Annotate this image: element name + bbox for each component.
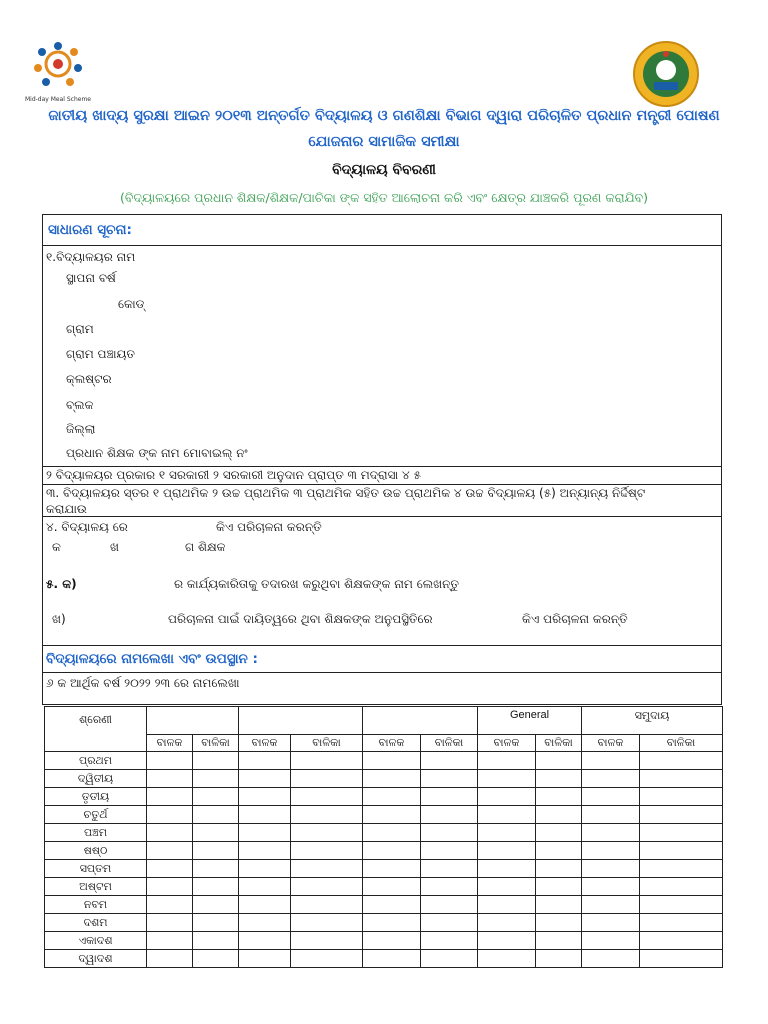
enrollment-input-cell[interactable] [147,878,193,896]
government-emblem [632,40,700,108]
enrollment-input-cell[interactable] [640,950,723,968]
enrollment-input-cell[interactable] [193,842,239,860]
girl-header: ବାଳିକା [193,735,239,752]
enrollment-input-cell[interactable] [239,914,291,932]
enrollment-input-cell[interactable] [291,860,363,878]
enrollment-input-cell[interactable] [536,842,582,860]
enrollment-input-cell[interactable] [291,914,363,932]
boy-header: ବାଳକ [363,735,421,752]
table-row [45,932,723,950]
enrollment-input-cell[interactable] [478,842,536,860]
enrollment-input-cell[interactable] [536,752,582,770]
enrollment-input-cell[interactable] [478,896,536,914]
enrollment-input-cell[interactable] [363,860,421,878]
enrollment-input-cell[interactable] [363,914,421,932]
enrollment-input-cell[interactable] [640,932,723,950]
enrollment-input-cell[interactable] [421,770,478,788]
class-name-cell: ଦ୍ୱିତୀୟ [45,770,147,788]
enrollment-input-cell[interactable] [640,914,723,932]
emblem-seal-icon [632,40,700,108]
enrollment-input-cell[interactable] [291,896,363,914]
divider [42,516,722,517]
table-row [45,824,723,842]
enrollment-input-cell[interactable] [147,824,193,842]
enrollment-input-cell[interactable] [478,752,536,770]
enrollment-input-cell[interactable] [421,752,478,770]
enrollment-input-cell[interactable] [291,824,363,842]
enrollment-input-cell[interactable] [239,842,291,860]
q5a-text: ର କାର୍ଯ୍ୟକାରିତାକୁ ତଦାରଖ କରୁଥିବା ଶିକ୍ଷକଙ୍କ ନାମ ଲେଖନ୍ତୁ [174,577,459,591]
girl-header: ବାଳିକା [291,735,363,752]
enrollment-input-cell[interactable] [193,896,239,914]
divider [42,645,722,646]
enrollment-input-cell[interactable] [147,806,193,824]
table-row [45,878,723,896]
logo-caption: Mid-day Meal Scheme [24,96,92,103]
enrollment-input-cell[interactable] [291,806,363,824]
enrollment-input-cell[interactable] [582,752,640,770]
gram-panchayat-label: ଗ୍ରାମ ପଞ୍ଚାୟତ [66,347,135,361]
enrollment-input-cell[interactable] [239,878,291,896]
enrollment-input-cell[interactable] [582,932,640,950]
enrollment-input-cell[interactable] [536,932,582,950]
table-row [45,770,723,788]
enrollment-input-cell[interactable] [582,806,640,824]
enrollment-input-cell[interactable] [363,824,421,842]
title-line-1: ଜାତୀୟ ଖାଦ୍ୟ ସୁରକ୍ଷା ଆଇନ ୨୦୧୩ ଅନ୍ତର୍ଗତ ବିଦ୍ୟାଳୟ ଓ ଗଣଶିକ୍ଷା ବିଭାଗ ଦ୍ୱାରା ପରିଚାଳିତ ପ୍ରଧାନ ମନ୍ତ୍ରୀ ପୋଷଣ [48,108,720,124]
class-name-cell: ନବମ [45,896,147,914]
children-circle-icon [18,38,98,90]
block-label: ବ୍ଲକ [66,398,94,412]
q4-who-manages: କିଏ ପରିଚାଳନା କରନ୍ତି [216,520,322,534]
general-info-heading: ସାଧାରଣ ସୂଚନା: [48,222,132,238]
enrollment-input-cell[interactable] [291,752,363,770]
enrollment-input-cell[interactable] [421,896,478,914]
enrollment-input-cell[interactable] [291,788,363,806]
class-name-cell: ସପ୍ତମ [45,860,147,878]
divider [42,672,722,673]
enrollment-input-cell[interactable] [582,896,640,914]
enrollment-input-cell[interactable] [582,842,640,860]
enrollment-input-cell[interactable] [291,842,363,860]
enrollment-input-cell[interactable] [421,932,478,950]
table-subheader-row [45,735,723,752]
enrollment-input-cell[interactable] [363,752,421,770]
enrollment-input-cell[interactable] [363,950,421,968]
enrollment-input-cell[interactable] [147,932,193,950]
enrollment-input-cell[interactable] [363,842,421,860]
enrollment-input-cell[interactable] [478,806,536,824]
enrollment-input-cell[interactable] [147,770,193,788]
enrollment-input-cell[interactable] [239,752,291,770]
class-header: ଶ୍ରେଣୀ [45,707,147,752]
enrollment-input-cell[interactable] [582,788,640,806]
enrollment-input-cell[interactable] [421,788,478,806]
class-name-cell: ତୃତୀୟ [45,788,147,806]
enrollment-input-cell[interactable] [536,770,582,788]
class-rows [45,752,723,968]
enrollment-input-cell[interactable] [193,752,239,770]
class-name-cell: ପଞ୍ଚମ [45,824,147,842]
enrollment-input-cell[interactable] [640,896,723,914]
enrollment-table [44,706,723,968]
enrollment-input-cell[interactable] [363,770,421,788]
enrollment-input-cell[interactable] [239,860,291,878]
enrollment-input-cell[interactable] [421,914,478,932]
enrollment-input-cell[interactable] [239,896,291,914]
enrollment-question: ୬ କ ଆର୍ଥିକ ବର୍ଷ ୨୦୨୨ ୨୩ ରେ ନାମଲେଖା [46,676,240,690]
enrollment-input-cell[interactable] [536,788,582,806]
enrollment-input-cell[interactable] [536,860,582,878]
enrollment-input-cell[interactable] [147,752,193,770]
enrollment-input-cell[interactable] [536,824,582,842]
class-name-cell: ଦ୍ୱାଦଶ [45,950,147,968]
enrollment-input-cell[interactable] [478,932,536,950]
class-name-cell: ଦଶମ [45,914,147,932]
enrollment-input-cell[interactable] [239,932,291,950]
table-row [45,806,723,824]
enrollment-input-cell[interactable] [421,806,478,824]
instruction-subtitle: (ବିଦ୍ୟାଳୟରେ ପ୍ରଧାନ ଶିକ୍ଷକ/ଶିକ୍ଷକ/ପାଚିକା ଙ୍କ ସହିତ ଆଲୋଚନା କରି ଏବଂ କ୍ଷେତ୍ର ଯାଞ୍ଚକରି ପୂରଣ କରାଯିବ) [119,190,649,205]
group-header-2 [239,707,363,735]
enrollment-input-cell[interactable] [363,788,421,806]
enrollment-input-cell[interactable] [193,788,239,806]
class-name-cell: ପ୍ରଥମ [45,752,147,770]
enrollment-input-cell[interactable] [640,788,723,806]
enrollment-input-cell[interactable] [193,824,239,842]
class-name-cell: ଅଷ୍ଟମ [45,878,147,896]
enrollment-input-cell[interactable] [582,914,640,932]
school-details-title: ବିଦ୍ୟାଳୟ ବିବରଣୀ [332,162,436,178]
class-name-cell: ଷଷ୍ଠ [45,842,147,860]
enrollment-input-cell[interactable] [147,914,193,932]
group-header-total: ସମୁଦାୟ [582,707,723,735]
girl-header: ବାଳିକା [640,735,723,752]
group-header-general: General [478,707,582,735]
cluster-label: କ୍ଲଷ୍ଟର [66,372,112,386]
school-name-label: ୧.ବିଦ୍ୟାଳୟର ନାମ [46,250,136,264]
boy-header: ବାଳକ [147,735,193,752]
divider [42,245,722,246]
table-row [45,752,723,770]
table-row [45,950,723,968]
table-row [45,788,723,806]
enrollment-input-cell[interactable] [421,842,478,860]
boy-header: ବାଳକ [239,735,291,752]
enrollment-input-cell[interactable] [478,860,536,878]
table-row [45,842,723,860]
enrollment-input-cell[interactable] [239,824,291,842]
enrollment-input-cell[interactable] [478,824,536,842]
enrollment-input-cell[interactable] [478,950,536,968]
enrollment-input-cell[interactable] [193,770,239,788]
establishment-year-label: ସ୍ଥାପନା ବର୍ଷ [66,271,116,285]
enrollment-input-cell[interactable] [582,878,640,896]
enrollment-input-cell[interactable] [147,842,193,860]
q4-label: ୪. ବିଦ୍ୟାଳୟ ରେ [46,520,128,534]
enrollment-input-cell[interactable] [478,914,536,932]
enrollment-input-cell[interactable] [147,950,193,968]
q5b-who-manages: କିଏ ପରିଚାଳନା କରନ୍ତି [522,612,628,626]
enrollment-input-cell[interactable] [291,950,363,968]
enrollment-input-cell[interactable] [640,770,723,788]
enrollment-input-cell[interactable] [421,878,478,896]
enrollment-input-cell[interactable] [363,878,421,896]
enrollment-input-cell[interactable] [193,950,239,968]
q4-option-ka: କ [52,540,61,554]
enrollment-input-cell[interactable] [363,806,421,824]
enrollment-input-cell[interactable] [193,932,239,950]
q4-option-kha: ଖ [110,540,119,554]
enrollment-input-cell[interactable] [640,842,723,860]
girl-header: ବାଳିକା [421,735,478,752]
enrollment-input-cell[interactable] [421,950,478,968]
divider [42,466,722,467]
boy-header: ବାଳକ [582,735,640,752]
enrollment-input-cell[interactable] [193,806,239,824]
enrollment-input-cell[interactable] [536,896,582,914]
enrollment-input-cell[interactable] [363,932,421,950]
enrollment-input-cell[interactable] [239,770,291,788]
enrollment-input-cell[interactable] [147,860,193,878]
enrollment-input-cell[interactable] [582,770,640,788]
q5b-text: ପରିଚାଳନା ପାଇଁ ଦାୟିତ୍ୱରେ ଥିବା ଶିକ୍ଷକଙ୍କ ଅନୁପସ୍ଥିତିରେ [168,612,433,626]
enrollment-input-cell[interactable] [536,950,582,968]
enrollment-input-cell[interactable] [536,914,582,932]
table-row [45,914,723,932]
mid-day-meal-logo [18,38,98,108]
enrollment-input-cell[interactable] [582,950,640,968]
enrollment-input-cell[interactable] [640,860,723,878]
enrollment-input-cell[interactable] [193,878,239,896]
title-line-2: ଯୋଜନାର ସାମାଜିକ ସମୀକ୍ଷା [308,134,460,150]
enrollment-input-cell[interactable] [640,752,723,770]
divider [42,484,722,485]
q5a-label: ୫. କ) [46,577,77,591]
enrollment-input-cell[interactable] [640,878,723,896]
q4-option-ga: ଗ ଶିକ୍ଷକ [185,540,226,554]
enrollment-input-cell[interactable] [582,824,640,842]
school-level-question: ୩. ବିଦ୍ୟାଳୟର ସ୍ତର ୧ ପ୍ରାଥମିକ ୨ ଉଚ୍ଚ ପ୍ରାଥମିକ ୩ ପ୍ରାଥମିକ ସହିତ ଉଚ୍ଚ ପ୍ରାଥମିକ ୪ ଉଚ୍ଚ ବିଦ୍ୟାଳୟ (୫) ଅନ୍ୟାନ୍ୟ ନିର୍ଦ୍ଦିଷ୍ଟ [46,486,646,500]
enrollment-input-cell[interactable] [147,896,193,914]
enrollment-input-cell[interactable] [147,788,193,806]
boy-header: ବାଳକ [478,735,536,752]
enrollment-input-cell[interactable] [536,806,582,824]
table-row [45,860,723,878]
enrollment-input-cell[interactable] [291,932,363,950]
enrollment-heading: ବିଦ୍ୟାଳୟରେ ନାମଲେଖା ଏବଂ ଉପସ୍ଥାନ : [46,651,258,667]
headmaster-mobile-label: ପ୍ରଧାନ ଶିକ୍ଷକ ଙ୍କ ନାମ ମୋବାଇଲ୍ ନଂ [66,446,248,460]
enrollment-input-cell[interactable] [640,806,723,824]
class-name-cell: ଚତୁର୍ଥ [45,806,147,824]
enrollment-input-cell[interactable] [291,878,363,896]
enrollment-input-cell[interactable] [363,896,421,914]
school-level-question-cont: କରାଯାଉ [46,502,87,516]
enrollment-input-cell[interactable] [421,824,478,842]
table-group-header-row [45,707,723,735]
girl-header: ବାଳିକା [536,735,582,752]
code-label: କୋଡ୍ [118,297,145,311]
q5b-label: ଖ) [52,612,66,626]
enrollment-input-cell[interactable] [291,770,363,788]
village-label: ଗ୍ରାମ [66,322,94,336]
school-type-question: ୨ ବିଦ୍ୟାଳୟର ପ୍ରକାର ୧ ସରକାରୀ ୨ ସରକାରୀ ଅନୁଦାନ ପ୍ରାପ୍ତ ୩ ମଦ୍ରାସା ୪ ୫ [46,468,421,482]
enrollment-input-cell[interactable] [478,878,536,896]
enrollment-input-cell[interactable] [193,860,239,878]
group-header-1 [147,707,239,735]
enrollment-input-cell[interactable] [640,824,723,842]
class-name-cell: ଏକାଦଶ [45,932,147,950]
enrollment-input-cell[interactable] [478,788,536,806]
enrollment-input-cell[interactable] [536,878,582,896]
enrollment-input-cell[interactable] [239,788,291,806]
group-header-3 [363,707,478,735]
table-row [45,896,723,914]
enrollment-input-cell[interactable] [582,860,640,878]
enrollment-input-cell[interactable] [193,914,239,932]
district-label: ଜିଲ୍ଲା [66,422,96,436]
enrollment-input-cell[interactable] [478,770,536,788]
enrollment-input-cell[interactable] [239,806,291,824]
enrollment-input-cell[interactable] [421,860,478,878]
enrollment-input-cell[interactable] [239,950,291,968]
